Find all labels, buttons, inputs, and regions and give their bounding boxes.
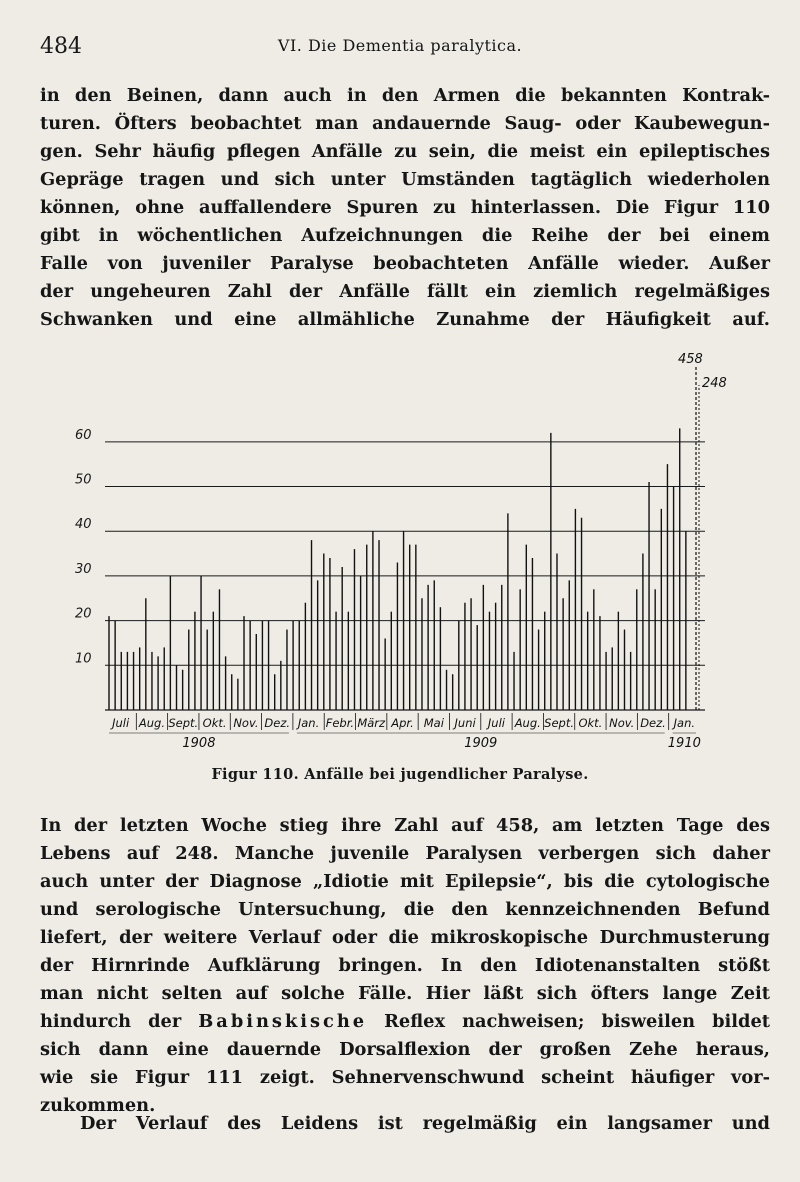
text-line: turen. Öfters beobachtet man andauernde Saug- oder Kaubewegun- bbox=[40, 113, 770, 134]
text-line: In der letzten Woche stieg ihre Zahl auf 458, am letzten Tage des bbox=[40, 815, 770, 836]
text-line: der Hirnrinde Aufklärung bringen. In den Idiotenanstalten stößt bbox=[40, 955, 770, 976]
month-label: Nov. bbox=[233, 716, 259, 730]
spaced-name: Babinskische bbox=[198, 1011, 368, 1032]
y-tick-label: 10 bbox=[75, 651, 92, 667]
y-tick-label: 40 bbox=[75, 517, 92, 533]
running-title: VI. Die Dementia paralytica. bbox=[277, 36, 523, 55]
month-label: Mai bbox=[423, 716, 444, 730]
text-line: Schwanken und eine allmähliche Zunahme der Häufigkeit auf. bbox=[40, 309, 770, 330]
month-label: Juli bbox=[487, 716, 505, 730]
page-header bbox=[40, 34, 760, 62]
text-line: zukommen. bbox=[40, 1095, 156, 1116]
month-label: Juli bbox=[112, 716, 130, 730]
text-line-mixed bbox=[40, 1008, 770, 1036]
text-line: und serologische Untersuchung, die den kennzeichnenden Befund bbox=[40, 899, 770, 920]
year-label: 1908 bbox=[182, 736, 216, 751]
month-label: Sept. bbox=[544, 716, 575, 730]
seizure-chart bbox=[70, 345, 730, 765]
month-label: Dez. bbox=[640, 716, 666, 730]
figure-caption: Figur 110. Anfälle bei jugendlicher Paralyse. bbox=[211, 766, 589, 783]
annotation-458: 458 bbox=[678, 352, 703, 367]
text-line: Der Verlauf des Leidens ist regelmäßig ein langsamer und bbox=[80, 1113, 770, 1134]
figure-110 bbox=[70, 345, 730, 765]
text-line: Gepräge tragen und sich unter Umständen tagtäglich wiederholen bbox=[40, 169, 770, 190]
annotation-248: 248 bbox=[702, 376, 727, 391]
month-label: Juni bbox=[454, 716, 476, 730]
text-line: Falle von juveniler Paralyse beobachteten Anfälle wieder. Außer bbox=[40, 253, 770, 274]
text-line: man nicht selten auf solche Fälle. Hier läßt sich öfters lange Zeit bbox=[40, 983, 770, 1004]
month-label: Nov. bbox=[609, 716, 635, 730]
text-line: Lebens auf 248. Manche juvenile Paralysen verbergen sich daher bbox=[40, 843, 770, 864]
text-line: auch unter der Diagnose „Idiotie mit Epilepsie“, bis die cytologische bbox=[40, 871, 770, 892]
page-number: 484 bbox=[40, 34, 82, 59]
text-fragment: hindurch der bbox=[40, 1011, 182, 1032]
text-line: der ungeheuren Zahl der Anfälle fällt ein ziemlich regelmäßiges bbox=[40, 281, 770, 302]
y-tick-label: 60 bbox=[75, 427, 92, 443]
month-label: Apr. bbox=[391, 716, 414, 730]
y-tick-label: 20 bbox=[75, 606, 92, 622]
text-line: gibt in wöchentlichen Aufzeichnungen die Reihe der bei einem bbox=[40, 225, 770, 246]
paragraph-main bbox=[40, 812, 770, 1120]
month-label: Aug. bbox=[138, 716, 166, 730]
text-line: gen. Sehr häufig pflegen Anfälle zu sein, die meist ein epileptisches bbox=[40, 141, 770, 162]
month-label: März bbox=[357, 716, 386, 730]
text-line: liefert, der weitere Verlauf oder die mikroskopische Durchmusterung bbox=[40, 927, 770, 948]
year-label: 1909 bbox=[464, 736, 498, 751]
y-tick-label: 30 bbox=[75, 561, 92, 577]
month-label: Dez. bbox=[264, 716, 291, 730]
paragraph-intro bbox=[40, 82, 770, 334]
month-label: Sept. bbox=[168, 716, 199, 730]
text-line: sich dann eine dauernde Dorsalflexion der großen Zehe heraus, bbox=[40, 1039, 770, 1060]
month-label: Jan. bbox=[297, 716, 320, 730]
y-tick-label: 50 bbox=[75, 472, 92, 488]
month-label: Aug. bbox=[514, 716, 541, 730]
year-label: 1910 bbox=[667, 736, 701, 751]
month-label: Okt. bbox=[578, 716, 603, 730]
text-line: wie sie Figur 111 zeigt. Sehnervenschwund scheint häufiger vor- bbox=[40, 1067, 770, 1088]
month-label: Febr. bbox=[325, 716, 355, 730]
month-label: Okt. bbox=[202, 716, 227, 730]
text-fragment: Reflex nachweisen; bisweilen bildet bbox=[367, 1011, 770, 1032]
paragraph-closing bbox=[40, 1110, 770, 1138]
text-line: können, ohne auffallendere Spuren zu hinterlassen. Die Figur 110 bbox=[40, 197, 770, 218]
text-line: in den Beinen, dann auch in den Armen die bekannten Kontrak- bbox=[40, 85, 770, 106]
month-label: Jan. bbox=[673, 716, 696, 730]
